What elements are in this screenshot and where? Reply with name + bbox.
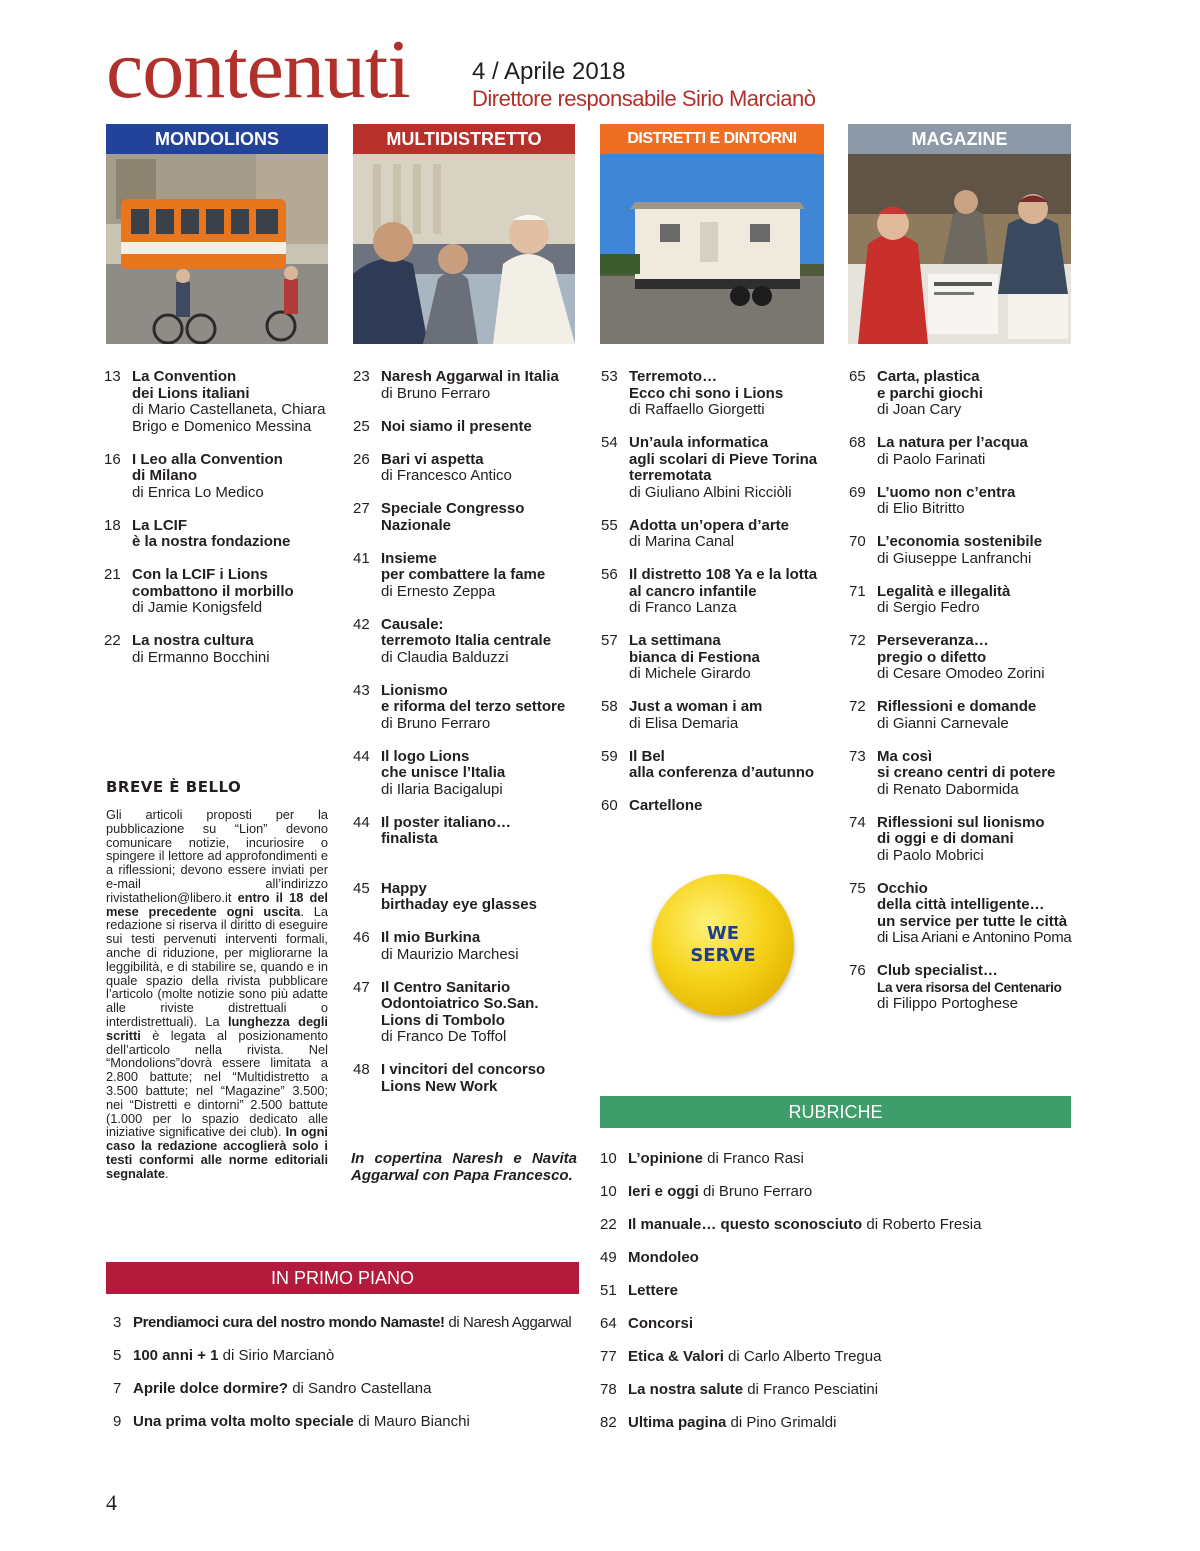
page-number: 54 xyxy=(601,434,618,451)
page-number: 16 xyxy=(104,450,121,468)
mondolions-articles xyxy=(104,369,330,683)
article-entry[interactable] xyxy=(849,881,1073,947)
item-author: di Carlo Alberto Tregua xyxy=(723,1348,882,1365)
item-text xyxy=(133,1380,431,1397)
page-number: 23 xyxy=(353,368,370,385)
page-number: 5 xyxy=(113,1347,122,1364)
page-number: 57 xyxy=(601,632,618,649)
article-author: di Maurizio Marchesi xyxy=(381,945,519,963)
page-number: 51 xyxy=(600,1282,617,1299)
breve-text: . xyxy=(165,1165,169,1181)
page-number: 49 xyxy=(600,1249,617,1266)
page-number: 68 xyxy=(849,434,866,451)
article-title: Causale: terremoto Italia centrale xyxy=(381,615,552,649)
article-entry[interactable] xyxy=(601,567,831,617)
page-number: 21 xyxy=(104,566,121,583)
article-entry[interactable] xyxy=(353,617,579,667)
page-number: 9 xyxy=(113,1413,122,1430)
breve-emphasis: lunghezza degli scritti xyxy=(106,1013,328,1043)
article-entry[interactable] xyxy=(849,584,1073,617)
article-title: L’uomo non c’entra xyxy=(877,483,1016,501)
article-entry[interactable] xyxy=(353,1062,579,1095)
page-folio: 4 xyxy=(106,1490,117,1515)
item-text xyxy=(628,1150,804,1167)
page-number: 48 xyxy=(353,1061,370,1078)
item-text xyxy=(628,1381,878,1398)
item-text xyxy=(628,1282,678,1299)
article-author: di Bruno Ferraro xyxy=(381,384,491,402)
article-title: Just a woman i am xyxy=(629,698,763,715)
item-title: Lettere xyxy=(628,1282,679,1299)
article-entry[interactable] xyxy=(601,518,831,551)
page-number: 45 xyxy=(353,879,370,897)
article-title: Occhio della città intelligente… un service per tutte le città xyxy=(877,879,1068,930)
page-number: 44 xyxy=(353,747,370,765)
article-author: di Sergio Fedro xyxy=(877,599,980,616)
article-title: Insieme per combattere la fame xyxy=(381,549,546,583)
page-number: 64 xyxy=(600,1315,617,1332)
issue-date: 4 / Aprile 2018 xyxy=(472,58,626,85)
article-author: di Lisa Ariani e Antonino Poma xyxy=(877,929,1072,946)
page-number: 25 xyxy=(353,417,370,435)
article-entry[interactable] xyxy=(601,633,831,683)
article-author: di Jamie Konigsfeld xyxy=(132,599,263,616)
article-author: di Giuliano Albini Ricciòli xyxy=(629,483,792,501)
article-author: di Mario Castellaneta, Chiara Brigo e Domenico Messina xyxy=(132,401,326,435)
we-serve-badge xyxy=(652,874,794,1016)
section-header: MAGAZINE xyxy=(848,124,1071,154)
breve-emphasis: entro il 18 del mese precedente ogni uscita xyxy=(106,889,328,919)
article-title: Carta, plastica e parchi giochi xyxy=(877,368,983,402)
mobile-home-photo xyxy=(600,154,824,344)
item-title: 100 anni + 1 xyxy=(133,1347,219,1364)
article-title: Cartellone xyxy=(629,797,703,814)
magazine-articles xyxy=(849,369,1073,1029)
article-author: di Bruno Ferraro xyxy=(381,714,491,732)
article-entry[interactable] xyxy=(849,699,1073,732)
article-title: Il distretto 108 Ya e la lotta al cancro infantile xyxy=(629,566,818,600)
breve-emphasis: In ogni caso la redazione accoglierà solo i testi conformi alle norme editoriali segnalate xyxy=(106,1124,328,1181)
item-author: di Naresh Aggarwal xyxy=(444,1314,572,1331)
article-title: Perseveranza… pregio o difetto xyxy=(877,632,989,666)
page-number: 55 xyxy=(601,516,618,534)
article-title: Club specialist… xyxy=(877,962,998,979)
article-author: di Filippo Portoghese xyxy=(877,995,1018,1012)
article-entry[interactable] xyxy=(353,501,579,534)
page-number: 78 xyxy=(600,1381,617,1398)
article-entry[interactable] xyxy=(104,633,330,666)
article-entry[interactable] xyxy=(601,798,831,815)
cover-caption: In copertina Naresh e Navita Aggarwal con Papa Francesco. xyxy=(351,1150,577,1184)
page-number: 69 xyxy=(849,483,866,501)
page-number: 43 xyxy=(353,681,370,699)
article-title: I Leo alla Convention di Milano xyxy=(132,450,283,484)
item-author: di Franco Pesciatini xyxy=(743,1381,879,1398)
page-number: 70 xyxy=(849,533,866,550)
item-title: Una prima volta molto speciale xyxy=(133,1413,354,1430)
item-text xyxy=(628,1249,699,1266)
page-number: 42 xyxy=(353,615,370,633)
page-number: 3 xyxy=(113,1314,121,1331)
article-title: La settimana bianca di Festiona xyxy=(629,632,760,666)
article-entry[interactable] xyxy=(104,567,330,617)
breve-heading: BREVE È BELLO xyxy=(106,778,242,796)
item-author: di Pino Grimaldi xyxy=(726,1414,837,1431)
page-number: 46 xyxy=(353,929,370,946)
item-author: di Mauro Bianchi xyxy=(353,1413,470,1430)
page-number: 60 xyxy=(601,797,618,814)
page-number: 82 xyxy=(600,1414,617,1431)
page-number: 13 xyxy=(104,368,121,385)
article-title: Lionismo e riforma del terzo settore xyxy=(381,681,566,715)
page-number: 56 xyxy=(601,566,618,583)
item-author: di Sirio Marcianò xyxy=(218,1347,335,1364)
article-author: di Joan Cary xyxy=(877,401,962,418)
item-text xyxy=(133,1413,470,1430)
section-header: MONDOLIONS xyxy=(106,124,328,154)
article-title: La natura per l’acqua xyxy=(877,434,1028,451)
section-header: DISTRETTI E DINTORNI xyxy=(600,124,824,154)
article-entry[interactable] xyxy=(849,435,1073,468)
article-entry[interactable] xyxy=(104,518,330,551)
article-entry[interactable] xyxy=(849,485,1073,518)
article-author: di Elio Bitritto xyxy=(877,500,965,517)
article-title: La LCIF è la nostra fondazione xyxy=(132,516,291,550)
article-title: Un’aula informatica agli scolari di Pieve Torina terremotata xyxy=(629,434,818,484)
article-author: di Enrica Lo Medico xyxy=(132,483,264,501)
item-title: Concorsi xyxy=(628,1315,694,1332)
article-author: di Gianni Carnevale xyxy=(877,714,1009,732)
article-entry[interactable] xyxy=(353,683,579,733)
article-entry[interactable] xyxy=(601,699,831,732)
article-entry[interactable] xyxy=(353,815,579,848)
article-entry[interactable] xyxy=(353,419,579,436)
recycling-market-photo xyxy=(848,154,1071,344)
page-number: 65 xyxy=(849,368,866,385)
article-title: Il mio Burkina xyxy=(381,929,481,946)
article-title: Riflessioni sul lionismo di oggi e di domani xyxy=(877,813,1045,847)
badge-line: SERVE xyxy=(690,945,756,966)
article-entry[interactable] xyxy=(353,369,579,402)
section-mondolions[interactable] xyxy=(106,124,328,344)
breve-text: è legata al posizionamento dell’articolo nella rivista. Nel “Mondolions”dovrà essere limitata a 2.800 battute; nel “Multidistretto a 3.500 battute; nel “Magazine” 3.500; nei “Distretti e dintorni” 2.500 battute (1.000 per lo spazio dedicato alle iniziative significative dei club). xyxy=(106,1027,328,1140)
article-author: di Marina Canal xyxy=(629,533,735,550)
article-entry[interactable] xyxy=(849,749,1073,799)
section-distretti[interactable] xyxy=(600,124,824,344)
page-number: 10 xyxy=(600,1183,617,1200)
page-number: 22 xyxy=(104,632,121,649)
article-title: Terremoto… Ecco chi sono i Lions xyxy=(629,368,784,402)
article-title: Con la LCIF i Lions combattono il morbillo xyxy=(132,566,294,600)
breve-text: Gli articoli proposti per la pubblicazione su “Lion” devono comunicare notizie, incuriosire o spingere il lettore ad approfondimenti e a riflessioni; devono essere inviati per e-mail all’indirizzo rivistathelion@libero.it xyxy=(106,807,328,905)
article-title: Legalità e illegalità xyxy=(877,582,1011,600)
article-title: Riflessioni e domande xyxy=(877,698,1037,715)
article-author: di Ernesto Zeppa xyxy=(381,582,496,600)
article-entry[interactable] xyxy=(353,749,579,799)
item-title: Aprile dolce dormire? xyxy=(133,1380,289,1397)
article-subtitle: La vera risorsa del Centenario xyxy=(877,979,1062,995)
article-entry[interactable] xyxy=(353,551,579,601)
page-number: 75 xyxy=(849,879,866,897)
page-number: 72 xyxy=(849,698,866,715)
article-author: di Elisa Demaria xyxy=(629,714,739,732)
article-author: di Giuseppe Lanfranchi xyxy=(877,549,1032,567)
article-title: La Convention dei Lions italiani xyxy=(132,368,250,402)
page-number: 26 xyxy=(353,450,370,468)
rubriche-list xyxy=(600,1150,1080,1440)
article-entry[interactable] xyxy=(849,369,1073,419)
tram-and-cyclists-photo xyxy=(106,154,328,344)
item-title: Mondoleo xyxy=(628,1249,699,1266)
article-entry[interactable] xyxy=(849,815,1073,865)
page-number: 47 xyxy=(353,978,370,996)
item-author: di Franco Rasi xyxy=(703,1150,804,1167)
page-number: 53 xyxy=(601,368,618,385)
article-entry[interactable] xyxy=(601,369,831,419)
pope-meeting-photo xyxy=(353,154,575,344)
page-number: 76 xyxy=(849,962,866,979)
page-number: 74 xyxy=(849,813,866,831)
article-title: Noi siamo il presente xyxy=(381,417,532,435)
article-entry[interactable] xyxy=(353,881,579,914)
article-author: di Franco De Toffol xyxy=(381,1028,507,1045)
item-title: La nostra salute xyxy=(628,1381,744,1398)
article-title: Il Bel alla conferenza d’autunno xyxy=(629,747,815,781)
article-entry[interactable] xyxy=(353,452,579,485)
article-author: di Renato Dabormida xyxy=(877,780,1019,798)
page-number: 58 xyxy=(601,698,618,715)
page-title: contenuti xyxy=(106,23,410,116)
article-title: Adotta un’opera d’arte xyxy=(629,516,790,534)
item-title: Prendiamoci cura del nostro mondo Namaste! xyxy=(133,1314,445,1331)
article-title: Ma così si creano centri di potere xyxy=(877,747,1056,781)
article-author: di Michele Girardo xyxy=(629,665,751,682)
primo-piano-header: IN PRIMO PIANO xyxy=(106,1262,579,1294)
article-entry[interactable] xyxy=(353,930,579,963)
item-text xyxy=(628,1183,812,1200)
article-author: di Franco Lanza xyxy=(629,599,737,616)
article-title: L’economia sostenibile xyxy=(877,533,1043,550)
article-title: Il logo Lions che unisce l’Italia xyxy=(381,747,506,781)
rubriche-header: RUBRICHE xyxy=(600,1096,1071,1128)
item-text xyxy=(133,1347,334,1364)
section-magazine[interactable] xyxy=(848,124,1071,344)
article-author: di Raffaello Giorgetti xyxy=(629,401,765,418)
page-number: 72 xyxy=(849,632,866,649)
page-number: 77 xyxy=(600,1348,617,1365)
director-credit: Direttore responsabile Sirio Marcianò xyxy=(472,86,816,111)
badge-line: WE xyxy=(706,923,740,944)
item-title: Il manuale… questo sconosciuto xyxy=(628,1216,863,1233)
item-text xyxy=(628,1414,836,1431)
page-number: 27 xyxy=(353,500,370,517)
item-author: di Sandro Castellana xyxy=(288,1380,432,1397)
article-author: di Ermanno Bocchini xyxy=(132,648,270,666)
page-number: 7 xyxy=(113,1380,122,1397)
article-entry[interactable] xyxy=(601,435,831,501)
article-author: di Ilaria Bacigalupi xyxy=(381,780,503,798)
distretti-articles xyxy=(601,369,831,831)
page-number: 59 xyxy=(601,747,618,765)
article-entry[interactable] xyxy=(849,963,1073,1013)
article-entry[interactable] xyxy=(849,534,1073,567)
article-title: La nostra cultura xyxy=(132,632,254,649)
item-text xyxy=(628,1216,981,1233)
article-title: Naresh Aggarwal in Italia xyxy=(381,368,559,385)
item-title: Etica & Valori xyxy=(628,1348,724,1365)
article-author: di Cesare Omodeo Zorini xyxy=(877,665,1045,682)
article-entry[interactable] xyxy=(601,749,831,782)
article-title: I vincitori del concorso Lions New Work xyxy=(381,1061,546,1095)
article-author: di Francesco Antico xyxy=(381,467,512,484)
page-number: 18 xyxy=(104,516,121,534)
article-title: Bari vi aspetta xyxy=(381,450,484,468)
article-entry[interactable] xyxy=(104,369,330,435)
multidistretto-articles xyxy=(353,369,579,1112)
page-number: 44 xyxy=(353,813,370,831)
article-entry[interactable] xyxy=(849,633,1073,683)
item-text xyxy=(628,1315,693,1332)
item-author: di Roberto Fresia xyxy=(862,1216,982,1233)
breve-body xyxy=(106,808,328,1181)
item-title: Ultima pagina xyxy=(628,1414,727,1431)
section-multidistretto[interactable] xyxy=(353,124,575,344)
article-title: Happy birthaday eye glasses xyxy=(381,879,537,913)
section-header: MULTIDISTRETTO xyxy=(353,124,575,154)
page-number: 71 xyxy=(849,582,866,600)
article-title: Il Centro Sanitario Odontoiatrico So.San. Lions di Tombolo xyxy=(381,978,539,1029)
primo-piano-list xyxy=(113,1314,583,1454)
article-author: di Paolo Mobrici xyxy=(877,846,984,864)
item-text xyxy=(133,1314,571,1331)
page-number: 41 xyxy=(353,549,370,567)
breve-text: . La redazione si riserva il diritto di eseguire sui testi pervenuti interventi formali, anche di riduzione, per migliorarne la leggibilità, e di stabilire se, quando e in quale spazio della rivista pubblicare l’articolo (molte notizie sono più adatte alle riviste distrettuali o interdistrettuali). La xyxy=(106,903,328,1029)
item-title: Ieri e oggi xyxy=(628,1183,699,1200)
article-title: Il poster italiano… finalista xyxy=(381,813,512,847)
article-author: di Paolo Farinati xyxy=(877,450,986,468)
page-number: 10 xyxy=(600,1150,617,1167)
page-number: 22 xyxy=(600,1216,617,1233)
item-author: di Bruno Ferraro xyxy=(698,1183,813,1200)
item-text xyxy=(628,1348,881,1365)
article-title: Speciale Congresso Nazionale xyxy=(381,500,525,534)
article-author: di Claudia Balduzzi xyxy=(381,648,509,666)
article-entry[interactable] xyxy=(104,452,330,502)
item-title: L’opinione xyxy=(628,1150,703,1167)
page-number: 73 xyxy=(849,747,866,765)
article-entry[interactable] xyxy=(353,980,579,1046)
